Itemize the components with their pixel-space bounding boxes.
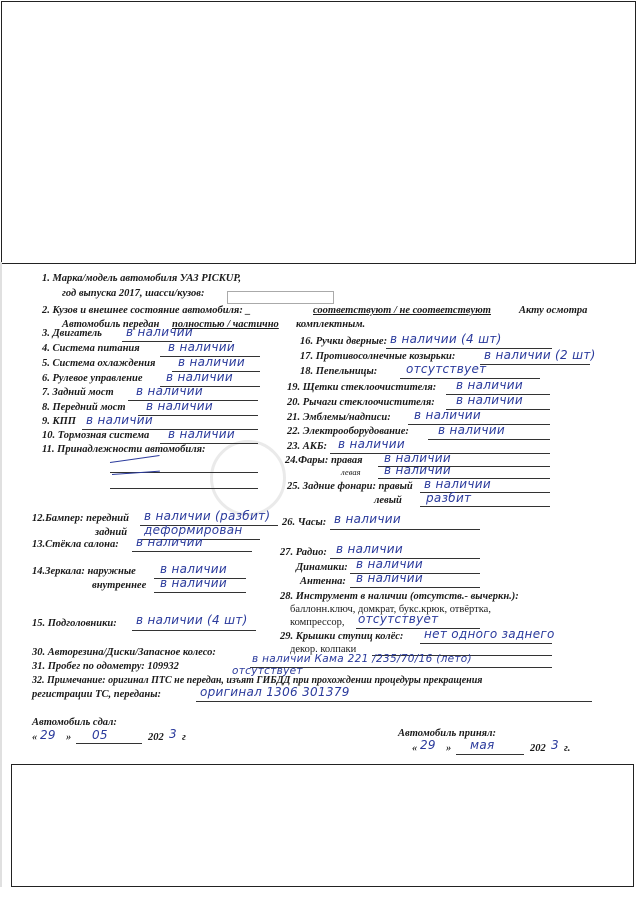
accepted-label: Автомобиль принял:: [398, 728, 496, 739]
item-7-value: в наличии: [136, 384, 203, 398]
item-4-value: в наличии: [168, 340, 235, 354]
item-9-value: в наличии: [86, 413, 153, 427]
underline: [132, 630, 256, 631]
item-21-value: в наличии: [414, 408, 481, 422]
item-27-radio: 27. Радио:: [280, 547, 327, 558]
item-10-value: в наличии: [168, 427, 235, 441]
item-6-steering: 6. Рулевое управление: [42, 373, 143, 384]
item-2-transferred: Автомобиль передан: [62, 319, 160, 330]
item-27-speakers: Динамики:: [296, 562, 348, 573]
item-2-match: соответствуют / не соответствуют: [313, 305, 491, 316]
underline: [138, 415, 258, 416]
item-12-front-value: в наличии (разбит): [144, 509, 271, 523]
item-27-antenna: Антенна:: [300, 576, 346, 587]
redacted-bottom-area: [11, 764, 634, 887]
item-28-tools: 28. Инструмент в наличии (отсутств.- вычеркн.):: [280, 591, 519, 602]
item-20-value: в наличии: [456, 393, 523, 407]
item-16-handles: 16. Ручки дверные:: [300, 336, 388, 347]
item-28-value: отсутствует: [358, 612, 439, 626]
date-right-quote-open: «: [412, 743, 418, 754]
underline: [196, 701, 592, 702]
item-26-value: в наличии: [334, 512, 401, 526]
item-22-value: в наличии: [438, 423, 505, 437]
item-18-ashtrays: 18. Пепельницы:: [300, 366, 378, 377]
item-27-antenna-value: в наличии: [356, 571, 423, 585]
item-12-rear-value: деформирован: [144, 523, 243, 537]
underline: [420, 506, 550, 507]
item-5-value: в наличии: [178, 355, 245, 369]
item-5-cooling: 5. Система охлаждения: [42, 358, 156, 369]
item-22-electrics: 22. Электрооборудование:: [287, 426, 409, 437]
item-3-engine: 3. Двигатель: [42, 328, 102, 339]
item-31-odometer: 31. Пробег по одометру: 109932: [32, 661, 179, 672]
item-18-value: отсутствует: [406, 362, 487, 376]
item-27-speakers-value: в наличии: [356, 557, 423, 571]
item-9-gearbox: 9. КПП: [42, 416, 76, 427]
underline: [154, 592, 246, 593]
date-right-day: 29: [420, 738, 436, 752]
item-28-compressor: компрессор,: [290, 617, 345, 628]
item-25-left-value: разбит: [426, 491, 472, 505]
watermark-seal: [210, 440, 286, 516]
item-13-value: в наличии: [136, 535, 203, 549]
item-21-emblems: 21. Эмблемы/надписи:: [287, 412, 391, 423]
item-2-full: полностью / частично: [172, 319, 279, 330]
item-10-brakes: 10. Тормозная система: [42, 430, 150, 441]
date-right-year-digit: 3: [551, 738, 559, 752]
item-11-accessories: 11. Принадлежности автомобиля:: [42, 444, 206, 455]
item-2-body: 2. Кузов и внешнее состояние автомобиля: _: [42, 305, 251, 316]
handed-over-label: Автомобиль сдал:: [32, 717, 117, 728]
item-24-headlight-right: 24.Фары: правая: [285, 455, 363, 466]
item-8-front-axle: 8. Передний мост: [42, 402, 126, 413]
item-26-clock: 26. Часы:: [282, 517, 327, 528]
strike-mark: [110, 455, 160, 463]
item-7-rear-axle: 7. Задний мост: [42, 387, 114, 398]
item-28-tools-list: баллонн.ключ, домкрат, букс.крюк, отвёртка,: [290, 604, 491, 615]
item-32-registration: регистрации ТС, переданы:: [32, 689, 161, 700]
item-13-windows: 13.Стёкла салона:: [32, 539, 119, 550]
item-1-model: 1. Марка/модель автомобиля УАЗ PICKUP,: [42, 273, 242, 284]
underline: [350, 587, 480, 588]
item-6-value: в наличии: [166, 370, 233, 384]
item-32-value: оригинал 1306 301379: [200, 685, 350, 699]
redacted-vin: [227, 291, 334, 304]
item-23-battery: 23. АКБ:: [287, 441, 328, 452]
date-left-year: 202: [148, 732, 164, 743]
date-left-quote-open: «: [32, 732, 38, 743]
underline: [110, 488, 258, 489]
item-14-mirrors-outer: 14.Зеркала: наружные: [32, 566, 136, 577]
item-2-complete: комплектным.: [296, 319, 366, 330]
item-23-value: в наличии: [338, 437, 405, 451]
item-20-wiper-arms: 20. Рычаги стеклоочистителя:: [287, 397, 435, 408]
date-right-g: г.: [564, 743, 571, 754]
item-3-value: в наличии: [126, 325, 193, 339]
item-14-inner-value: в наличии: [160, 576, 227, 590]
item-19-wipers: 19. Щетки стеклоочистителя:: [287, 382, 437, 393]
underline: [76, 743, 142, 744]
item-29-decor-caps: декор. колпаки: [290, 644, 357, 655]
item-30-tires: 30. Авторезина/Диски/Запасное колесо:: [32, 647, 216, 658]
item-12-bumper-rear: задний: [95, 527, 128, 538]
item-17-visors: 17. Противосолнечные козырьки:: [300, 351, 456, 362]
item-25-right-value: в наличии: [424, 477, 491, 491]
date-right-quote-close: »: [446, 743, 452, 754]
date-left-year-digit: 3: [169, 727, 177, 741]
item-17-value: в наличии (2 шт): [484, 348, 596, 362]
date-right-month: мая: [470, 738, 495, 752]
redacted-top-area: [1, 1, 636, 264]
underline: [420, 643, 552, 644]
item-1-year: год выпуска 2017, шасси/кузов:: [62, 288, 205, 299]
item-32-note: 32. Примечание: оригинал ПТС не передан, изъят ГИБДД при прохождении процедуры прекращения: [32, 675, 483, 686]
item-15-value: в наличии (4 шт): [136, 613, 248, 627]
item-16-value: в наличии (4 шт): [390, 332, 502, 346]
item-14-mirrors-inner: внутреннее: [92, 580, 147, 591]
item-24-headlight-left: левая: [341, 467, 361, 477]
item-25-taillight-right: 25. Задние фонари: правый: [287, 481, 413, 492]
item-25-taillight-left: левый: [374, 495, 402, 506]
date-left-g: г: [182, 732, 186, 743]
underline: [330, 529, 480, 530]
item-27-value: в наличии: [336, 542, 403, 556]
item-2-act: Акту осмотра: [519, 305, 588, 316]
underline: [456, 754, 524, 755]
item-29-hubcaps: 29. Крышки ступиц колёс:: [280, 631, 404, 642]
item-15-headrests: 15. Подголовники:: [32, 618, 117, 629]
scan-edge: [0, 262, 2, 887]
date-right-year: 202: [530, 743, 546, 754]
date-left-day: 29: [40, 728, 56, 742]
item-29-value: нет одного заднего: [424, 627, 555, 641]
item-19-value: в наличии: [456, 378, 523, 392]
item-24-left-value: в наличии: [384, 463, 451, 477]
item-31-note: отсутствует: [232, 665, 303, 677]
date-left-quote-close: »: [66, 732, 72, 743]
underline: [132, 551, 252, 552]
item-24-right-value: в наличии: [384, 451, 451, 465]
date-left-month: 05: [92, 728, 108, 742]
item-14-outer-value: в наличии: [160, 562, 227, 576]
underline: [428, 439, 550, 440]
item-30-value: в наличии Кама 221 /235/70/16 (лето): [252, 653, 472, 665]
item-8-value: в наличии: [146, 399, 213, 413]
item-12-bumper-front: 12.Бампер: передний: [32, 513, 129, 524]
underline: [480, 364, 590, 365]
item-4-fuel: 4. Система питания: [42, 343, 140, 354]
